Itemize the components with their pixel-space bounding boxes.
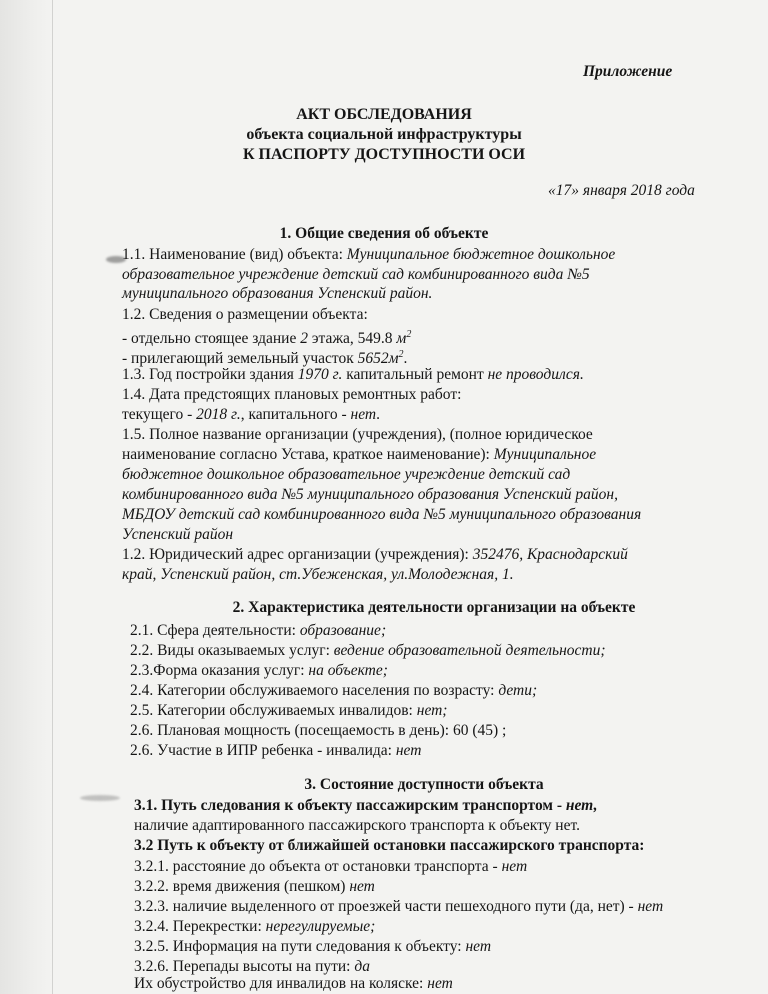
- doc-title-line1: АКТ ОБСЛЕДОВАНИЯ: [296, 106, 472, 123]
- s1-5-line6: Успенский район: [122, 526, 234, 543]
- s3-1-label: 3.1. Путь следования к объекту пассажирским транспортом - нет,: [134, 797, 598, 814]
- s1-3-year: 1.3. Год постройки здания 1970 г. капитальный ремонт не проводился.: [122, 366, 584, 383]
- s1-5-line5: МБДОУ детский сад комбинированного вида №5 муниципального образования: [122, 506, 642, 523]
- scan-smudge: [80, 795, 120, 801]
- s1-2-land: - прилегающий земельный участок $5652м^2$.: [122, 349, 408, 368]
- s3-item: 3.2.6. Перепады высоты на пути: да: [134, 958, 370, 975]
- doc-title-line3: К ПАСПОРТУ ДОСТУПНОСТИ ОСИ: [242, 146, 526, 163]
- s2-item: 2.3.Форма оказания услуг: на объекте;: [130, 662, 388, 679]
- s2-item: 2.4. Категории обслуживаемого населения по возрасту: дети;: [130, 682, 538, 699]
- s1-5-line2: наименование согласно Устава, краткое наименование): Муниципальное: [122, 446, 597, 463]
- s1-1-line1: 1.1. Наименование (вид) объекта: Муниципальное бюджетное дошкольное: [122, 246, 616, 263]
- s1-2-label: 1.2. Сведения о размещении объекта:: [122, 306, 368, 323]
- s1-2-building: - отдельно стоящее здание 2 этажа, 549.8 $м^2$: [122, 329, 412, 348]
- s1-5-line3: бюджетное дошкольное образовательное учреждение детский сад: [122, 466, 571, 483]
- s3-item: 3.2.5. Информация на пути следования к объекту: нет: [134, 938, 492, 955]
- s2-item: 2.1. Сфера деятельности: образование;: [130, 622, 387, 639]
- s2-item: 2.6. Плановая мощность (посещаемость в день): 60 (45) ;: [130, 722, 507, 739]
- appendix-label: Приложение: [583, 63, 673, 80]
- s1-4-label: 1.4. Дата предстоящих плановых ремонтных работ:: [122, 386, 462, 403]
- s2-item: 2.6. Участие в ИПР ребенка - инвалида: нет: [130, 742, 422, 759]
- s3-item: 3.2.2. время движения (пешком) нет: [134, 878, 375, 895]
- s3-item: 3.2.1. расстояние до объекта от остановки транспорта - нет: [134, 858, 528, 875]
- s1-4-current: текущего - 2018 г., капитального - нет.: [122, 406, 380, 423]
- section3-heading: 3. Состояние доступности объекта: [304, 776, 544, 793]
- s1-1-line3: муниципального образования Успенский район.: [122, 285, 433, 302]
- s3-item: 3.2.4. Перекрестки: нерегулируемые;: [134, 918, 376, 935]
- s2-item: 2.5. Категории обслуживаемых инвалидов: нет;: [130, 702, 448, 719]
- s3-2-label: 3.2 Путь к объекту от ближайшей остановки пассажирского транспорта:: [134, 837, 645, 854]
- section2-heading: 2. Характеристика деятельности организации на объекте: [232, 599, 636, 616]
- doc-date: «17» января 2018 года: [548, 182, 695, 199]
- s3-1-sub: наличие адаптированного пассажирского транспорта к объекту нет.: [134, 817, 580, 834]
- s2-item: 2.2. Виды оказываемых услуг: ведение образовательной деятельности;: [130, 642, 606, 659]
- s1-1-line2: образовательное учреждение детский сад комбинированного вида №5: [122, 266, 590, 283]
- s1-5-line1: 1.5. Полное название организации (учреждения), (полное юридическое: [122, 426, 593, 443]
- s1-5-line4: комбинированного вида №5 муниципального образования Успенский район,: [122, 486, 618, 503]
- s3-item: 3.2.3. наличие выделенного от проезжей части пешеходного пути (да, нет) - нет: [134, 898, 664, 915]
- doc-title-line2: объекта социальной инфраструктуры: [246, 126, 522, 143]
- s1-6-address-line2: край, Успенский район, ст.Убеженская, ул.Молодежная, 1.: [122, 566, 514, 583]
- s3-item: Их обустройство для инвалидов на коляске: нет: [134, 975, 453, 992]
- s1-6-address-line1: 1.2. Юридический адрес организации (учреждения): 352476, Краснодарский: [122, 546, 628, 563]
- section1-heading: 1. Общие сведения об объекте: [279, 225, 489, 242]
